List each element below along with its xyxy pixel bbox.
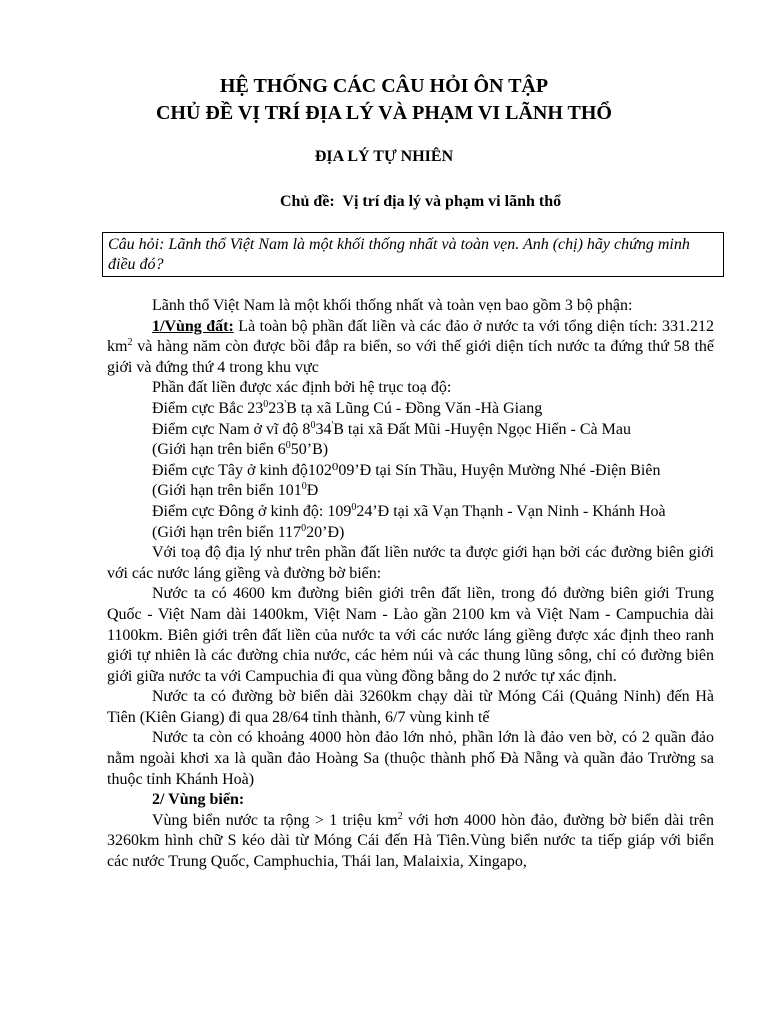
question-box bbox=[102, 232, 724, 277]
paragraph-islands: Nước ta còn có khoảng 4000 hòn đảo lớn nhỏ, phần lớn là đảo ven bờ, có 2 quần đảo nằm ngoài khơi xa là quần đảo Hoàng Sa (thuộc thành phố Đà Nẵng và quần đảo Trường sa thuộc tỉnh Khánh Hoà) bbox=[107, 729, 714, 788]
paragraph-borders: Với toạ độ địa lý như trên phần đất liền nước ta được giới hạn bởi các đường biên giới với các nước láng giềng và đường bờ biển: bbox=[107, 544, 714, 582]
paragraph-west-point: Điểm cực Tây ở kinh độ102⁰09’Đ tại Sín Thầu, Huyện Mường Nhé -Điện Biên bbox=[152, 461, 661, 479]
question-text: Câu hỏi: Lãnh thổ Việt Nam là một khối thống nhất và toàn vẹn. Anh (chị) hãy chứng minh điều đó? bbox=[108, 236, 690, 273]
paragraph-coordinates: Phần đất liền được xác định bởi hệ trục toạ độ: bbox=[152, 379, 452, 397]
paragraph-intro: Lãnh thổ Việt Nam là một khối thống nhất và toàn vẹn bao gồm 3 bộ phận: bbox=[152, 297, 633, 314]
document-title-line1: HỆ THỐNG CÁC CÂU HỎI ÔN TẬP bbox=[219, 75, 549, 97]
document-title-line2: CHỦ ĐỀ VỊ TRÍ ĐỊA LÝ VÀ PHẠM VI LÃNH THỔ bbox=[155, 102, 612, 124]
paragraph-north-point: Điểm cực Bắc $23^023'B$ tạ xã Lũng Cú - Đồng Văn -Hà Giang bbox=[152, 398, 543, 417]
paragraph-sea: Vùng biển nước ta rộng > 1 triệu $km^2$ với hơn 4000 hòn đảo, đường bờ biển dài trên 3260km hình chữ S kéo dài từ Móng Cái đến Hà Tiên.Vùng biển nước ta tiếp giáp với biển các nước Trung Quốc, Camphuchia, Thái lan, Malaixia, Xingapo, bbox=[107, 810, 715, 871]
paragraph-east-sea-limit: (Giới hạn trên biển $117^020’Đ$) bbox=[152, 522, 345, 541]
document-body bbox=[107, 296, 714, 873]
section-heading-sea: 2/ Vùng biển: bbox=[152, 791, 245, 809]
section-heading-land: 1/Vùng đất: bbox=[152, 317, 234, 335]
paragraph-east-point: Điểm cực Đông ở kinh độ: $109^024’Đ$ tại xã Vạn Thạnh - Vạn Ninh - Khánh Hoà bbox=[152, 501, 666, 520]
paragraph-south-sea-limit: (Giới hạn trên biển $6^050’B$) bbox=[152, 440, 329, 459]
paragraph-west-sea-limit: (Giới hạn trên biển $101^0Đ$ bbox=[152, 481, 319, 500]
paragraph-land: 1/Vùng đất: Là toàn bộ phần đất liền và các đảo ở nước ta với tổng diện tích: 331.212 $km^2$ và hàng năm còn được bồi đắp ra biển, so với thế giới diện tích nước ta đứng thứ 58 thế giới và đứng thứ 4 trong khu vực bbox=[107, 317, 714, 376]
paragraph-sea-heading bbox=[107, 790, 714, 811]
topic-heading: Chủ đề: Vị trí địa lý và phạm vi lãnh thổ bbox=[280, 193, 562, 210]
paragraph-land-border: Nước ta có 4600 km đường biên giới trên đất liền, trong đó đường biên giới Trung Quốc - Việt Nam dài 1400km, Việt Nam - Lào gần 2100 km và Việt Nam - Campuchia dài 1100km. Biên giới trên đất liền của nước ta với các nước láng giềng được xác định theo ranh giới tự nhiên là các đường chia nước, các hẻm núi và các thung lũng sông, chỉ có đường biên giới giữa nước ta với Campuchia đi qua vùng đồng bằng do 2 nước tự xác định. bbox=[107, 585, 714, 685]
paragraph-south-point: Điểm cực Nam ở vĩ độ $8^034'B$ tại xã Đất Mũi -Huyện Ngọc Hiển - Cà Mau bbox=[152, 419, 631, 438]
paragraph-coastline: Nước ta có đường bờ biển dài 3260km chạy dài từ Móng Cái (Quảng Ninh) đến Hà Tiên (Kiên Giang) đi qua 28/64 tỉnh thành, 6/7 vùng kinh tế bbox=[107, 688, 714, 726]
subject-heading: ĐỊA LÝ TỰ NHIÊN bbox=[314, 148, 454, 165]
